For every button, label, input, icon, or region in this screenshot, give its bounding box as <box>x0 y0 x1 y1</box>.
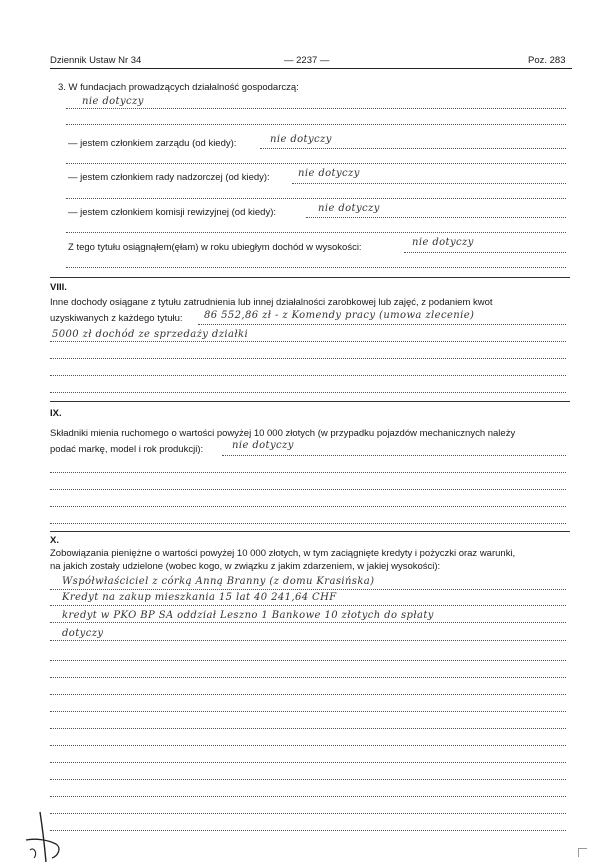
section-divider <box>50 401 570 402</box>
supervisory-board-question: — jestem członkiem rady nadzorczej (od kiedy): <box>68 172 270 183</box>
answer-line <box>50 622 566 623</box>
board-member-question: — jestem członkiem zarządu (od kiedy): <box>68 138 237 149</box>
section-divider <box>50 531 570 532</box>
foundations-answer: nie dotyczy <box>82 96 144 107</box>
income-question: Z tego tytułu osiągnąłem(ęłam) w roku ubiegłym dochód w wysokości: <box>68 242 362 253</box>
answer-line <box>50 813 566 814</box>
answer-line <box>50 660 566 661</box>
section-x-answer-3: kredyt w PKO BP SA oddział Leszno 1 Bankowe 10 złotych do spłaty <box>62 610 434 621</box>
page-number: — 2237 — <box>284 55 330 66</box>
section-ix-answer: nie dotyczy <box>232 440 294 451</box>
foundations-question: 3. W fundacjach prowadzących działalność gospodarczą: <box>58 82 299 93</box>
answer-line <box>66 267 566 268</box>
section-x-question: Zobowiązania pieniężne o wartości powyżej 10 000 złotych, w tym zaciągnięte kredyty i pożyczki oraz warunki, <box>50 548 516 559</box>
answer-line <box>66 232 566 233</box>
board-member-answer: nie dotyczy <box>270 134 332 145</box>
section-viii-heading: VIII. <box>50 282 67 293</box>
answer-line <box>50 830 566 831</box>
answer-line <box>50 589 566 590</box>
income-answer: nie dotyczy <box>412 237 474 248</box>
answer-line <box>66 198 566 199</box>
answer-line <box>50 762 566 763</box>
section-x-answer-4: dotyczy <box>62 628 104 639</box>
answer-line <box>306 217 566 218</box>
header-rule <box>50 68 572 69</box>
answer-line <box>50 392 566 393</box>
answer-line <box>292 183 566 184</box>
handwritten-initials <box>22 810 82 865</box>
answer-line <box>50 375 566 376</box>
section-viii-question-cont: uzyskiwanych z każdego tytułu: <box>50 313 183 324</box>
answer-line <box>66 163 566 164</box>
answer-line <box>50 472 566 473</box>
answer-line <box>404 252 566 253</box>
answer-line <box>198 324 566 325</box>
section-viii-answer-2: 5000 zł dochód ze sprzedaży działki <box>52 329 249 340</box>
section-ix-question-cont: podać markę, model i rok produkcji): <box>50 444 204 455</box>
answer-line <box>260 148 566 149</box>
answer-line <box>50 796 566 797</box>
answer-line <box>66 124 566 125</box>
answer-line <box>50 677 566 678</box>
position-number: Poz. 283 <box>528 55 566 66</box>
section-x-question-cont: na jakich zostały udzielone (wobec kogo, w związku z jakim zdarzeniem, w jakiej wysokości): <box>50 561 441 572</box>
answer-line <box>50 489 566 490</box>
answer-line <box>50 779 566 780</box>
journal-title: Dziennik Ustaw Nr 34 <box>50 55 142 66</box>
section-viii-answer-1: 86 552,86 zł - z Komendy pracy (umowa zlecenie) <box>204 310 475 321</box>
answer-line <box>50 694 566 695</box>
supervisory-board-answer: nie dotyczy <box>298 168 360 179</box>
answer-line <box>50 728 566 729</box>
answer-line <box>50 711 566 712</box>
section-x-heading: X. <box>50 535 59 546</box>
section-ix-heading: IX. <box>50 408 62 419</box>
answer-line <box>50 358 566 359</box>
answer-line <box>66 108 566 109</box>
audit-committee-question: — jestem członkiem komisji rewizyjnej (od kiedy): <box>68 207 276 218</box>
section-viii-question: Inne dochody osiągane z tytułu zatrudnienia lub innej działalności zarobkowej lub zajęć, z podaniem kwot <box>50 297 493 308</box>
answer-line <box>50 640 566 641</box>
section-divider <box>50 277 570 278</box>
section-x-answer-2: Kredyt na zakup mieszkania 15 lat 40 241,64 CHF <box>62 592 337 603</box>
answer-line <box>50 506 566 507</box>
answer-line <box>50 341 566 342</box>
section-ix-question: Składniki mienia ruchomego o wartości powyżej 10 000 złotych (w przypadku pojazdów mechanicznych należy <box>50 428 516 439</box>
answer-line <box>50 523 566 524</box>
answer-line <box>222 455 566 456</box>
answer-line <box>50 605 566 606</box>
section-x-answer-1: Współwłaściciel z córką Anną Branny (z domu Krasińska) <box>62 576 375 587</box>
audit-committee-answer: nie dotyczy <box>318 203 380 214</box>
answer-line <box>50 745 566 746</box>
scan-corner-mark <box>578 848 587 857</box>
